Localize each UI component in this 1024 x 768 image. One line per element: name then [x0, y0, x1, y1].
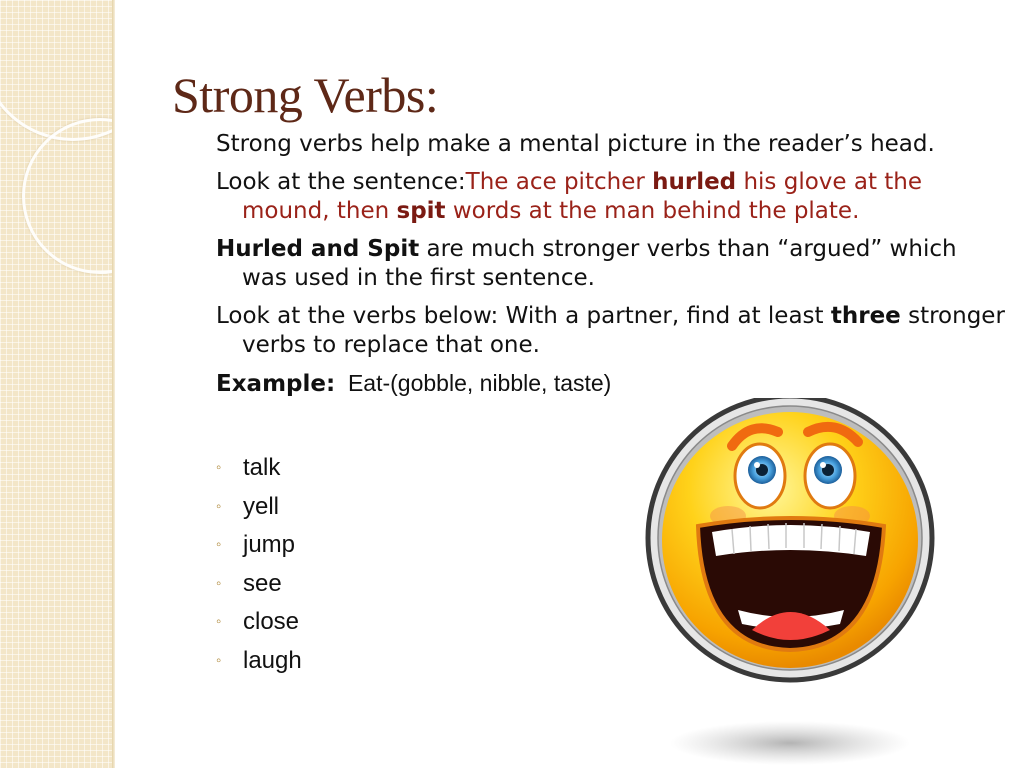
sidebar-edge	[112, 0, 115, 768]
verb-label: talk	[243, 454, 281, 481]
sentence-part-1: The ace pitcher	[465, 169, 653, 195]
example-sentence-paragraph	[216, 168, 1006, 226]
right-eye-glint	[820, 462, 826, 468]
bullet-icon: ◦	[216, 651, 222, 669]
decorative-ring	[22, 118, 112, 274]
sidebar-rings	[0, 0, 112, 768]
verb-label: close	[243, 608, 300, 636]
list-item	[216, 529, 302, 568]
intro-paragraph	[216, 130, 1006, 159]
bullet-icon: ◦	[216, 497, 222, 515]
list-item	[216, 645, 302, 684]
comparison-paragraph	[216, 235, 1006, 293]
left-eye-glint	[754, 462, 760, 468]
smiley-shadow	[670, 721, 910, 765]
example-text: Eat-(gobble, nibble, taste)	[335, 370, 612, 396]
list-item	[216, 606, 302, 645]
verb-label: jump	[243, 531, 296, 559]
example-label: Example:	[216, 371, 336, 397]
sentence-part-3: words at the man behind the plate.	[445, 198, 860, 224]
task-bold-three: three	[830, 303, 901, 329]
sentence-verb-hurled: hurled	[652, 169, 737, 195]
bullet-icon: ◦	[216, 459, 222, 476]
bullet-icon: ◦	[216, 574, 222, 592]
bullet-icon: ◦	[216, 613, 222, 631]
verb-list	[216, 452, 302, 684]
comparison-text: are much stronger verbs than “argued” which was used in the first sentence.	[242, 236, 957, 291]
list-item	[216, 452, 302, 491]
slide-body	[216, 130, 1006, 399]
comparison-bold: Hurled and Spit	[216, 236, 420, 262]
slide-title: Strong Verbs:	[172, 67, 439, 123]
sentence-lead: Look at the sentence:	[216, 169, 466, 195]
task-paragraph	[216, 302, 1006, 360]
intro-text: Strong verbs help make a mental picture in the reader’s head.	[216, 131, 935, 157]
sentence-verb-spit: spit	[396, 198, 446, 224]
task-text-1: Look at the verbs below: With a partner, find at least	[216, 303, 831, 329]
list-item	[216, 568, 302, 607]
bullet-icon: ◦	[216, 536, 222, 554]
sentence-part-2: his glove at the mound, then	[242, 169, 923, 224]
decorative-sidebar	[0, 0, 112, 768]
verb-label: yell	[243, 492, 280, 520]
example-line	[216, 369, 1006, 399]
list-item	[216, 491, 302, 530]
verb-label: see	[243, 569, 282, 597]
laughing-smiley-icon	[640, 398, 940, 768]
verb-label: laugh	[243, 646, 302, 674]
task-text-2: stronger verbs to replace that one.	[242, 303, 1005, 358]
